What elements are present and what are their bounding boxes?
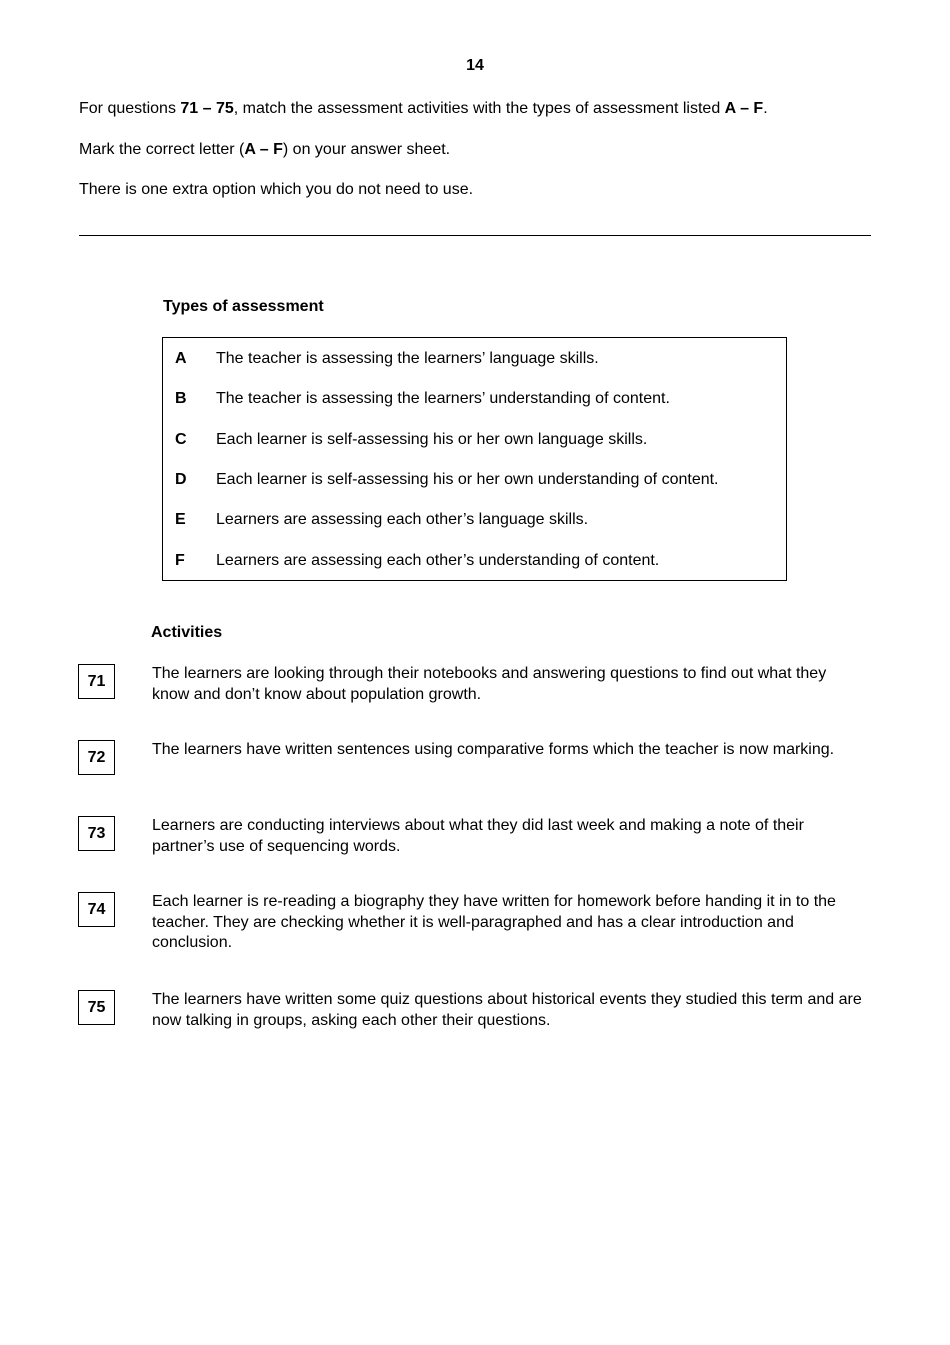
- option-text: The teacher is assessing the learners’ language skills.: [216, 350, 599, 367]
- instruction-text: For questions: [79, 100, 181, 117]
- page-number: 14: [466, 57, 484, 74]
- activity-text: The learners are looking through their notebooks and answering questions to find out what they know and don’t know about population growth.: [152, 665, 827, 703]
- instruction-text: , match the assessment activities with the types of assessment listed: [233, 100, 725, 117]
- option-range: A – F: [244, 141, 283, 158]
- instruction-line-3: There is one extra option which you do not need to use.: [79, 181, 474, 198]
- option-letter: C: [175, 431, 187, 448]
- activity-text: The learners have written some quiz questions about historical events they studied this term and are now talking in groups, asking each other their questions.: [152, 991, 862, 1029]
- types-of-assessment-heading: Types of assessment: [163, 298, 324, 315]
- activity-text: The learners have written sentences using comparative forms which the teacher is now marking.: [152, 741, 835, 758]
- option-letter: A: [175, 350, 187, 367]
- instruction-line-2: [79, 140, 450, 160]
- question-number-box: 73: [78, 816, 115, 851]
- option-letter: F: [175, 552, 185, 569]
- assessment-options-box: [162, 337, 787, 581]
- option-text: Each learner is self-assessing his or her own understanding of content.: [216, 471, 719, 488]
- question-range: 71 – 75: [180, 100, 234, 117]
- option-text: Each learner is self-assessing his or her own language skills.: [216, 431, 648, 448]
- option-letter: B: [175, 390, 187, 407]
- instruction-line-1: [79, 99, 768, 119]
- option-text: Learners are assessing each other’s understanding of content.: [216, 552, 660, 569]
- option-row-c: [163, 430, 786, 450]
- instruction-text: Mark the correct letter (: [79, 141, 245, 158]
- option-text: The teacher is assessing the learners’ understanding of content.: [216, 390, 670, 407]
- option-row-f: [163, 551, 786, 571]
- activity-text: Each learner is re-reading a biography they have written for homework before handing it in to the teacher. They are checking whether it is well-paragraphed and has a clear introduction and conclusion.: [152, 893, 836, 951]
- option-row-d: [163, 470, 786, 490]
- question-number-box: 72: [78, 740, 115, 775]
- option-range: A – F: [724, 100, 764, 117]
- option-row-a: [163, 349, 786, 369]
- activity-text: Learners are conducting interviews about what they did last week and making a note of their partner’s use of sequencing words.: [152, 817, 804, 855]
- option-row-e: [163, 510, 786, 530]
- option-text: Learners are assessing each other’s language skills.: [216, 511, 589, 528]
- activities-heading: Activities: [151, 624, 223, 641]
- instruction-text: .: [763, 100, 768, 117]
- instruction-text: ) on your answer sheet.: [282, 141, 451, 158]
- option-letter: D: [175, 471, 187, 488]
- option-row-b: [163, 389, 786, 409]
- question-number-box: 75: [78, 990, 115, 1025]
- section-divider: [79, 235, 871, 236]
- question-number-box: 74: [78, 892, 115, 927]
- option-letter: E: [175, 511, 186, 528]
- question-number-box: 71: [78, 664, 115, 699]
